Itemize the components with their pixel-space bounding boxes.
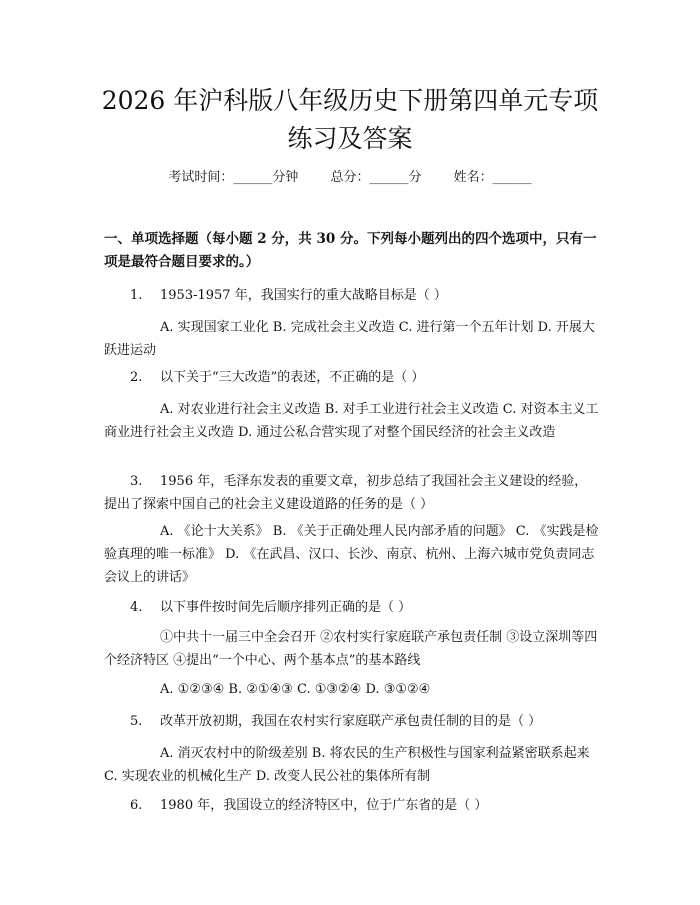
question-number: 1. [130,288,143,303]
question-3-options: A. 《论十大关系》 B. 《关于正确处理人民内部矛盾的问题》 C. 《实践是检验真理的唯一标准》 D. 《在武昌、汉口、长沙、南京、杭州、上海六城市党负责同志会议上的讲话》 [104,524,599,585]
question-1 [104,284,600,307]
question-stem: 1953-1957 年，我国实行的重大战略目标是（ ） [160,288,447,303]
question-2-options: A. 对农业进行社会主义改造 B. 对手工业进行社会主义改造 C. 对资本主义工商业进行社会主义改造 D. 通过公私合营实现了对整个国民经济的社会主义改造 [104,402,599,440]
exam-name-field: 姓名：______ [453,170,532,185]
exam-info [0,168,700,188]
question-4-items: ①中共十一届三中全会召开 ②农村实行家庭联产承包责任制 ③设立深圳等四个经济特区 ④提出“一个中心、两个基本点”的基本路线 [104,630,598,668]
question-number: 4. [130,600,143,615]
question-4-options: A. ①②③④ B. ②①④③ C. ①③②④ D. ③①②④ [160,682,431,697]
question-stem: 1980 年，我国设立的经济特区中，位于广东省的是（ ） [160,798,488,813]
section-heading: 一、单项选择题（每小题 2 分，共 30 分。下列每小题列出的四个选项中，只有一项是最符合题目要求的。） [104,231,597,270]
exam-time-field: 考试时间：______分钟 [168,170,299,185]
question-1-options: A. 实现国家工业化 B. 完成社会主义改造 C. 进行第一个五年计划 D. 开展大跃进运动 [104,320,595,358]
question-number: 5. [130,714,143,729]
question-number: 2. [130,370,143,385]
question-stem: 1956 年，毛泽东发表的重要文章，初步总结了我国社会主义建设的经验，提出了探索中国自己的社会主义建设道路的任务的是（ ） [104,474,588,512]
question-number: 3. [130,474,143,489]
question-3 [104,470,600,516]
exam-score-field: 总分：______分 [330,170,422,185]
question-number: 6. [130,798,143,813]
question-5-options: A. 消灭农村中的阶级差别 B. 将农民的生产积极性与国家利益紧密联系起来 C. 实现农业的机械化生产 D. 改变人民公社的集体所有制 [104,746,590,784]
question-2 [104,366,600,389]
document-title: 2026 年沪科版八年级历史下册第四单元专项练习及答案 [101,86,599,153]
question-stem: 以下事件按时间先后顺序排列正确的是（ ） [160,600,412,615]
question-stem: 改革开放初期，我国在农村实行家庭联产承包责任制的目的是（ ） [160,714,542,729]
question-4 [104,596,600,619]
question-5 [104,710,600,733]
question-6 [104,794,600,817]
question-stem: 以下关于“三大改造”的表述，不正确的是（ ） [160,370,425,385]
